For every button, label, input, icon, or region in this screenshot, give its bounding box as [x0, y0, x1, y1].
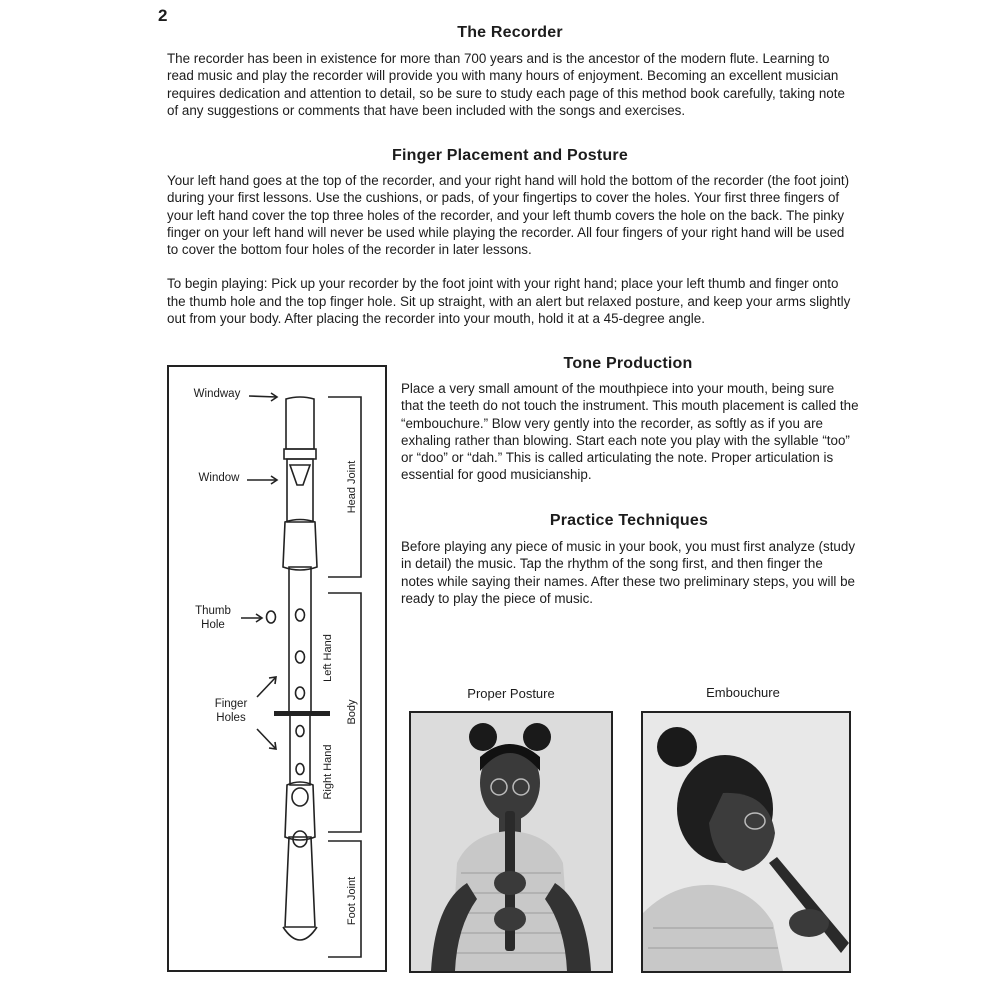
finger-placement-paragraph: Your left hand goes at the top of the recorder, and your right hand will hold the bottom of the recorder (the foot joint) during your first lessons. Use the cushions, or pads, of your fingertips to cover the holes. Your first three fingers of your left hand cover the top three holes of the recorder, and your left thumb covers the hole on the back. The pinky finger on your left hand will never be used while playing the recorder. All four fingers of your right hand will be used to cover the bottom four holes of the recorder in later lessons.	[167, 173, 850, 258]
page-number: 2	[158, 6, 168, 25]
finger-holes-label-line1: Finger	[214, 698, 248, 710]
recorder-diagram	[167, 365, 387, 972]
tone-production-paragraph: Place a very small amount of the mouthpiece into your mouth, being sure that the teeth do not touch the instrument. This mouth placement is called the “embouchure.” Blow very gently into the recorder, as softly as if you are exhaling rather than blowing. Start each note you play with the syllable “too” or “doo” or “dah.” This is called articulating the note. Proper articulation is essential for good musicianship.	[401, 381, 859, 483]
proper-posture-caption: Proper Posture	[467, 686, 555, 701]
finger-placement-section	[167, 172, 855, 327]
finger-placement-heading: Finger Placement and Posture	[392, 147, 628, 164]
tone-production-section	[401, 380, 859, 484]
finger-holes-label	[201, 697, 261, 725]
windway-label: Windway	[193, 388, 241, 400]
practice-techniques-section	[401, 538, 859, 607]
right-hand-label: Right Hand	[322, 744, 334, 800]
finger-holes-label-line2: Holes	[216, 712, 246, 724]
thumb-hole-label	[183, 604, 243, 632]
left-hand-label: Left Hand	[322, 634, 334, 682]
foot-joint-label: Foot Joint	[346, 876, 358, 926]
practice-techniques-paragraph: Before playing any piece of music in your book, you must first analyze (study in detail) the music. Tap the rhythm of the song first, and then finger the notes while saying their names. After these two preliminary steps, you will be ready to play the piece of music.	[401, 539, 856, 606]
tone-production-heading: Tone Production	[563, 355, 693, 372]
proper-posture-photo	[409, 711, 613, 973]
begin-playing-paragraph: To begin playing: Pick up your recorder by the foot joint with your right hand; place your left thumb and finger onto the thumb hole and the top finger hole. Sit up straight, with an alert but relaxed posture, and keep your arms slightly out from your body. After placing the recorder into your mouth, hold it at a 45-degree angle.	[167, 276, 851, 327]
recorder-paragraph: The recorder has been in existence for more than 700 years and is the ancestor of the modern flute. Learning to read music and play the recorder will provide you with many hours of enjoyment. Becoming an excellent musician requires dedication and attention to detail, so be sure to study each page of this method book carefully, taking note of any suggestions or comments that have been included with the songs and exercises.	[167, 51, 845, 118]
recorder-section	[167, 50, 847, 119]
recorder-heading: The Recorder	[457, 24, 563, 41]
thumb-hole-label-line1: Thumb	[195, 605, 231, 617]
practice-techniques-heading: Practice Techniques	[549, 512, 709, 529]
embouchure-photo	[641, 711, 851, 973]
head-joint-label: Head Joint	[346, 460, 358, 514]
window-label: Window	[198, 472, 240, 484]
embouchure-caption: Embouchure	[706, 685, 780, 700]
body-label: Body	[346, 699, 358, 725]
thumb-hole-label-line2: Hole	[201, 619, 225, 631]
